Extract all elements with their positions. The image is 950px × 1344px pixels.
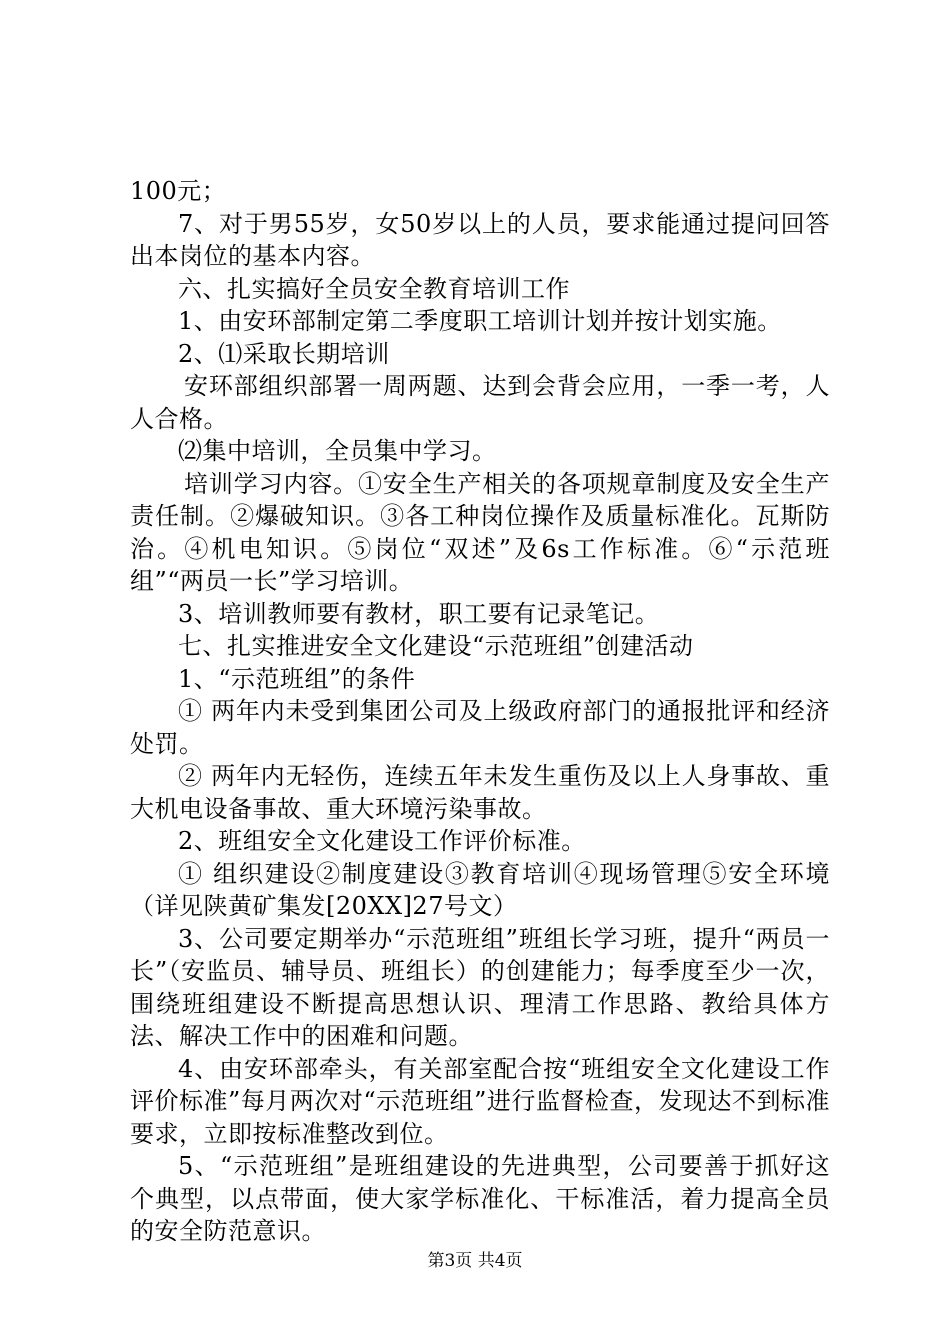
section-heading-6: 六、扎实搞好全员安全教育培训工作 xyxy=(178,274,570,303)
paragraph-14: ① 组织建设②制度建设③教育培训④现场管理⑤安全环境（详见陕黄矿集发[20XX]27号文） xyxy=(130,859,830,920)
section-heading-7: 七、扎实推进安全文化建设“示范班组”创建活动 xyxy=(178,632,694,660)
paragraph-16: 4、由安环部牵头，有关部室配合按“班组安全文化建设工作评价标准”每月两次对“示范班组”进行监督检查，发现达不到标准要求，立即按标准整改到位。 xyxy=(130,1054,830,1148)
paragraph-17: 5、“示范班组”是班组建设的先进典型，公司要善于抓好这个典型，以点带面，使大家学标准化、干标准活，着力提高全员的安全防范意识。 xyxy=(130,1152,830,1245)
document-body xyxy=(130,175,830,1248)
page-number-label: 第3页 共4页 xyxy=(427,1251,523,1271)
paragraph-12: ② 两年内无轻伤，连续五年未发生重伤及以上人身事故、重大机电设备事故、重大环境污染事故。 xyxy=(130,762,830,823)
paragraph-13: 2、班组安全文化建设工作评价标准。 xyxy=(178,827,586,855)
paragraph-4: 2、⑴采取长期培训 xyxy=(178,339,390,368)
paragraph-3: 1、由安环部制定第二季度职工培训计划并按计划实施。 xyxy=(178,307,782,335)
paragraph-11: ① 两年内未受到集团公司及上级政府部门的通报批评和经济处罚。 xyxy=(130,697,830,758)
page-footer xyxy=(0,1246,950,1271)
paragraph-5: 安环部组织部署一周两题、达到会背会应用，一季一考，人人合格。 xyxy=(130,372,830,433)
paragraph-10: 1、“示范班组”的条件 xyxy=(178,664,416,693)
paragraph-1: 7、对于男55岁，女50岁以上的人员，要求能通过提问回答出本岗位的基本内容。 xyxy=(130,209,830,270)
paragraph-0: 100元； xyxy=(130,177,227,205)
paragraph-7: 培训学习内容。①安全生产相关的各项规章制度及安全生产责任制。②爆破知识。③各工种岗位操作及质量标准化。瓦斯防治。④机电知识。⑤岗位“双述”及6s工作标准。⑥“示范班组”“两员一长”学习培训。 xyxy=(130,469,830,595)
paragraph-15: 3、公司要定期举办“示范班组”班组长学习班，提升“两员一长”（安监员、辅导员、班组长）的创建能力；每季度至少一次，围绕班组建设不断提高思想认识、理清工作思路、教给具体方法、解决工作中的困难和问题。 xyxy=(130,924,830,1050)
paragraph-8: 3、培训教师要有教材，职工要有记录笔记。 xyxy=(178,599,660,628)
paragraph-6: ⑵集中培训，全员集中学习。 xyxy=(178,437,497,465)
